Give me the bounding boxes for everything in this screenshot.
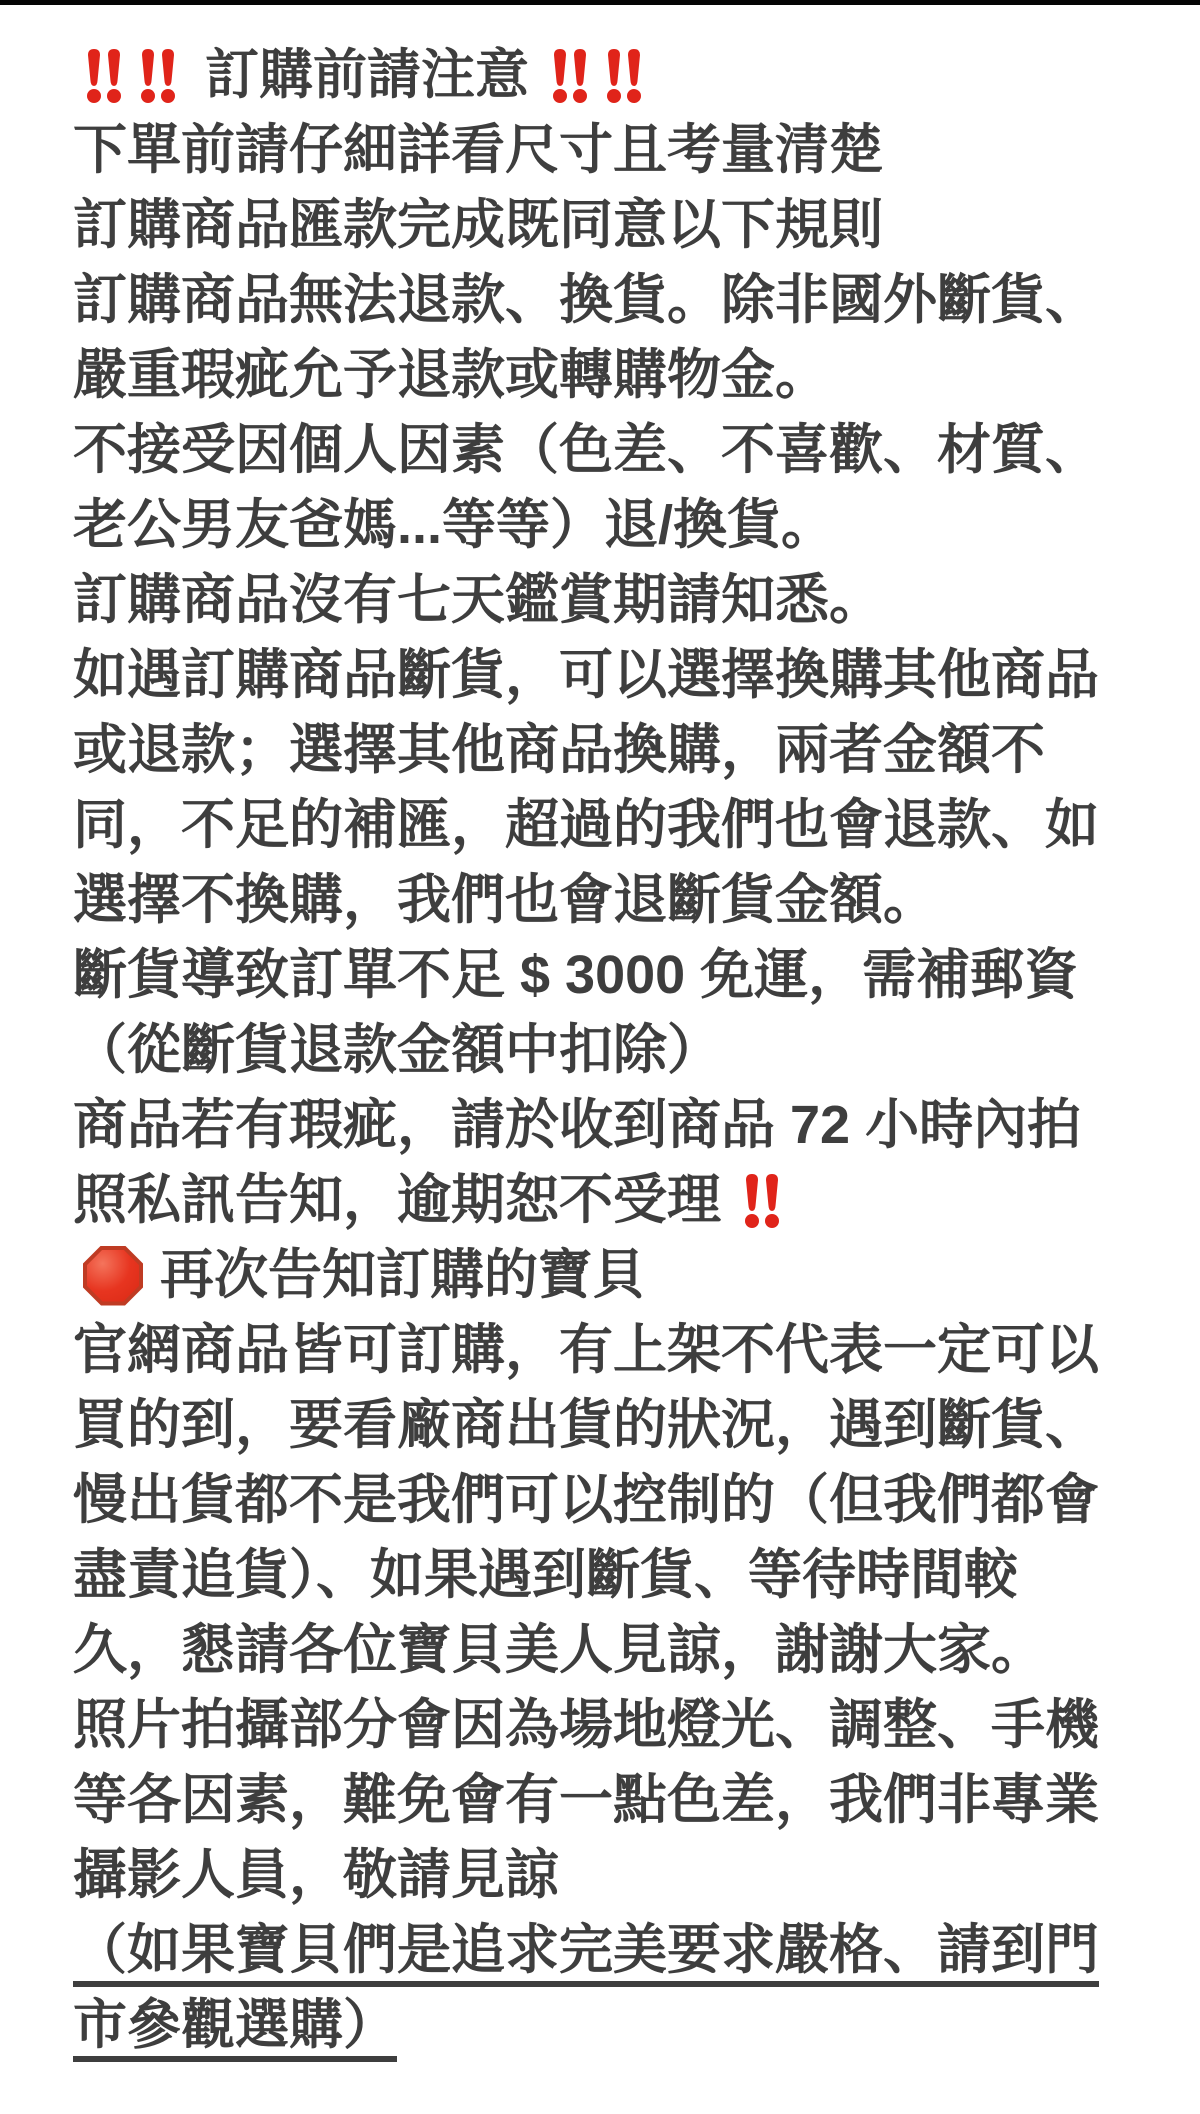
double-exclamation-icon [603,48,645,104]
double-exclamation-icon [83,48,125,104]
notice-line: 攝影人員，敬請見諒 [73,1845,559,1905]
notice-line-stop-reminder [73,1238,1180,1313]
notice-line-underlined: 市參觀選購） [73,1995,397,2055]
notice-line: 官網商品皆可訂購，有上架不代表一定可以 [73,1320,1099,1380]
notice-line: 盡責追貨）、如果遇到斷貨、等待時間較 [73,1545,1018,1605]
notice-line: 或退款；選擇其他商品換購，兩者金額不 [73,720,1045,780]
notice-line: 照片拍攝部分會因為場地燈光、調整、手機 [73,1695,1099,1755]
notice-line-underlined: （如果寶貝們是追求完美要求嚴格、請到門 [73,1920,1099,1980]
notice-line: 訂購商品無法退款、換貨。除非國外斷貨、 [73,270,1099,330]
notice-line: 慢出貨都不是我們可以控制的（但我們都會 [73,1470,1099,1530]
heading-text: 訂購前請注意 [205,45,529,105]
notice-line: 如遇訂購商品斷貨，可以選擇換購其他商品 [73,645,1099,705]
notice-line: 嚴重瑕疵允予退款或轉購物金。 [73,345,829,405]
notice-line: 買的到，要看廠商出貨的狀況，遇到斷貨、 [73,1395,1099,1455]
stop-sign-inner [87,1250,139,1302]
double-exclamation-icon [549,48,591,104]
notice-line: 訂購商品沒有七天鑑賞期請知悉。 [73,570,883,630]
notice-line-text: 再次告知訂購的寶貝 [160,1245,646,1305]
notice-line: 商品若有瑕疵，請於收到商品 72 小時內拍 [73,1095,1082,1155]
double-exclamation-icon [741,1173,783,1229]
order-notice-document [0,5,1200,2063]
notice-line: 久，懇請各位寶貝美人見諒，謝謝大家。 [73,1620,1045,1680]
notice-line: 等各因素，難免會有一點色差，我們非專業 [73,1770,1099,1830]
notice-line: 老公男友爸媽...等等）退/換貨。 [73,495,836,555]
notice-line: 訂購商品匯款完成既同意以下規則 [73,195,883,255]
notice-line-text: 照私訊告知，逾期恕不受理 [73,1170,721,1230]
notice-heading [83,38,1180,113]
notice-line: 同，不足的補匯，超過的我們也會退款、如 [73,795,1099,855]
notice-line-defect-deadline [73,1163,1180,1238]
notice-line: 不接受因個人因素（色差、不喜歡、材質、 [73,420,1099,480]
notice-line: （從斷貨退款金額中扣除） [73,1020,721,1080]
stop-sign-icon [83,1246,143,1306]
notice-line: 選擇不換購，我們也會退斷貨金額。 [73,870,937,930]
notice-line: 下單前請仔細詳看尺寸且考量清楚 [73,120,883,180]
double-exclamation-icon [137,48,179,104]
notice-line: 斷貨導致訂單不足 $ 3000 免運，需補郵資 [73,945,1079,1005]
